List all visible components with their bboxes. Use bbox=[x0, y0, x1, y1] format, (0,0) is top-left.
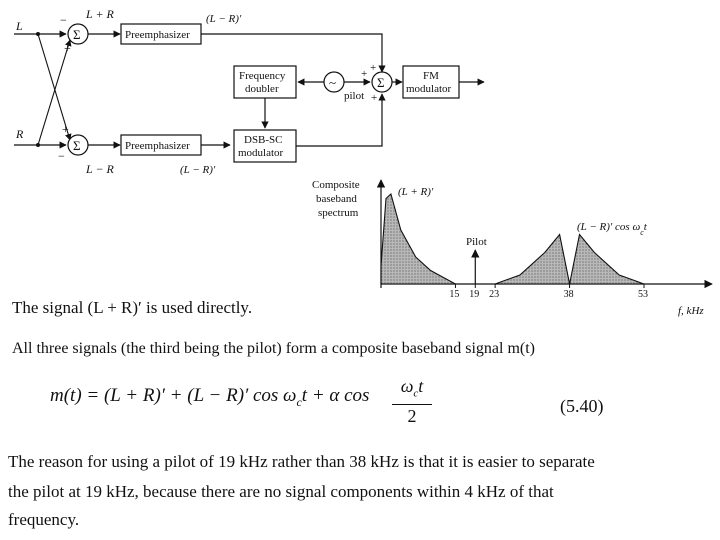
equation-subscript-c: c bbox=[296, 394, 302, 409]
x-tick-label-19: 19 bbox=[469, 289, 480, 300]
sign-top-minus: − bbox=[60, 13, 67, 27]
spectrum-series-2-area bbox=[495, 235, 644, 285]
x-tick-label-53: 53 bbox=[638, 289, 648, 300]
svg-text:DSB-SC: DSB-SC bbox=[244, 134, 283, 146]
equation-number: (5.40) bbox=[560, 396, 604, 416]
sign-top-plus: + bbox=[64, 41, 71, 55]
svg-text:~: ~ bbox=[329, 75, 337, 90]
input-l-label: L bbox=[16, 19, 23, 33]
text-line-5: frequency. bbox=[8, 510, 80, 529]
spectrum-series-1-area bbox=[381, 194, 455, 284]
fraction-num-t: t bbox=[418, 376, 424, 396]
fraction-num-sub: c bbox=[413, 387, 419, 400]
x-tick-label-38: 38 bbox=[563, 289, 574, 300]
label-preemph-top-out: (L − R)′ bbox=[206, 13, 242, 25]
svg-text:Σ: Σ bbox=[73, 27, 81, 42]
label-l-minus-r: L − R bbox=[86, 162, 114, 176]
svg-text:Frequency: Frequency bbox=[239, 70, 286, 82]
x-tick-label-15: 15 bbox=[449, 289, 460, 300]
svg-text:modulator: modulator bbox=[406, 83, 452, 95]
label-preemph-bottom-out: (L − R)′ bbox=[180, 164, 216, 176]
svg-text:doubler: doubler bbox=[245, 83, 279, 95]
fraction-denominator: 2 bbox=[407, 405, 417, 426]
series-label-lr: (L + R)′ bbox=[398, 186, 434, 198]
x-axis-unit: f, kHz bbox=[678, 305, 704, 317]
equation-fraction bbox=[392, 376, 432, 427]
sign-bottom-plus: + bbox=[62, 122, 69, 136]
sign-bottom-minus: − bbox=[58, 149, 65, 163]
label-pilot: pilot bbox=[344, 90, 365, 102]
spectrum-title-line3: spectrum bbox=[318, 207, 359, 219]
sign-out-plus-left: + bbox=[361, 68, 368, 80]
series-label-lmr: (L − R)′ $\cos \omega_ct$ bbox=[577, 221, 647, 237]
x-tick-label-23: 23 bbox=[489, 289, 500, 300]
spectrum-title-line2: baseband bbox=[316, 193, 357, 205]
equation-5-40 bbox=[50, 385, 369, 410]
equation-mid: t + α cos bbox=[301, 385, 370, 406]
text-line-4: the pilot at 19 kHz, because there are no signal components within 4 kHz of that bbox=[8, 482, 554, 501]
input-r-label: R bbox=[16, 127, 24, 141]
label-l-plus-r: L + R bbox=[86, 7, 114, 21]
sign-out-plus-bottom: + bbox=[371, 92, 378, 104]
equation-lhs: m(t) = (L + R)′ + (L − R)′ cos ω bbox=[50, 385, 297, 406]
svg-text:FM: FM bbox=[423, 70, 439, 82]
svg-text:modulator: modulator bbox=[238, 147, 284, 159]
text-line-1: The signal (L + R)′ is used directly. bbox=[12, 298, 253, 317]
svg-text:Σ: Σ bbox=[377, 75, 385, 90]
pilot-label: Pilot bbox=[466, 236, 487, 248]
spectrum-title-line1: Composite bbox=[312, 179, 360, 191]
svg-text:Σ: Σ bbox=[73, 138, 81, 153]
svg-text:Preemphasizer: Preemphasizer bbox=[125, 29, 190, 41]
text-line-2: All three signals (the third being the pilot) form a composite baseband signal m(t) bbox=[12, 340, 535, 357]
sign-out-plus-top: + bbox=[370, 62, 377, 74]
svg-text:Preemphasizer: Preemphasizer bbox=[125, 140, 190, 152]
fraction-numerator: ω bbox=[400, 376, 414, 396]
text-line-3: The reason for using a pilot of 19 kHz rather than 38 kHz is that it is easier to separate bbox=[8, 452, 595, 471]
